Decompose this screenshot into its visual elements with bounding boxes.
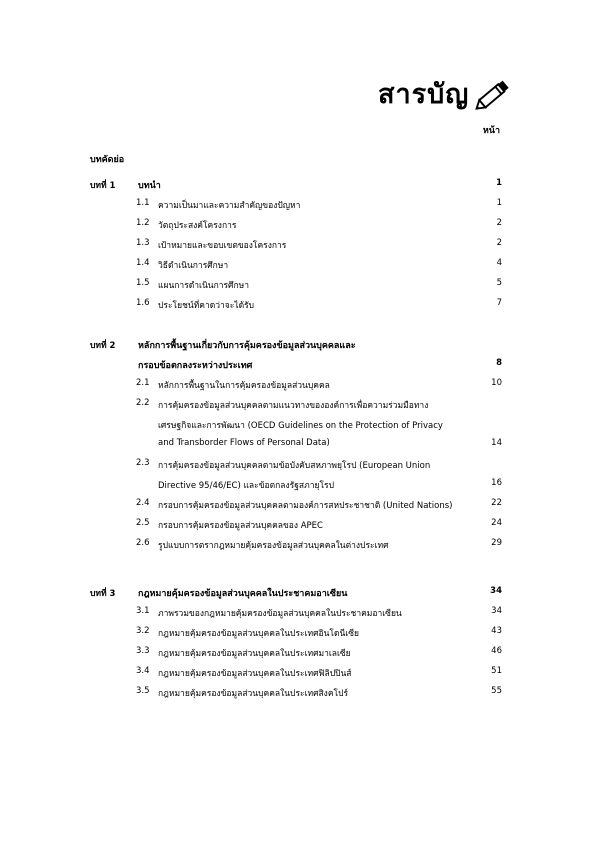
- section-title: รูปแบบการตรากฎหมายคุ้มครองข้อมูลส่วนบุคคลในต่างประเทศ: [158, 541, 389, 551]
- section-page-number: 43: [491, 626, 502, 636]
- section-page-number: 46: [491, 646, 502, 656]
- section-number: 1.2: [136, 218, 150, 228]
- section-number: 1.5: [136, 278, 150, 288]
- section-number: 2.4: [136, 498, 150, 508]
- section-page-number: 22: [491, 498, 502, 508]
- toc-title-block: [378, 72, 513, 116]
- section-page-number: 51: [491, 666, 502, 676]
- section-page-number: 24: [491, 518, 502, 528]
- section-page-number: 14: [491, 438, 502, 448]
- section-title: วัตถุประสงค์โครงการ: [158, 221, 237, 231]
- chapter-page-number: 8: [496, 358, 502, 368]
- section-page-number: 16: [491, 478, 502, 488]
- section-page-number: 29: [491, 538, 502, 548]
- pencil-icon: [475, 75, 513, 113]
- section-number: 3.3: [136, 646, 150, 656]
- section-title: การคุ้มครองข้อมูลส่วนบุคคลตามข้อบังคับสหภาพยุโรป (European Union: [158, 461, 431, 471]
- section-number: 2.1: [136, 378, 150, 388]
- section-page-number: 7: [496, 298, 502, 308]
- section-number: 3.5: [136, 686, 150, 696]
- section-title: การคุ้มครองข้อมูลส่วนบุคคลตามแนวทางขององค์การเพื่อความร่วมมือทาง: [158, 401, 429, 411]
- section-title: ประโยชน์ที่คาดว่าจะได้รับ: [158, 301, 255, 311]
- section-number: 2.2: [136, 398, 150, 408]
- section-title: ความเป็นมาและความสำคัญของปัญหา: [158, 201, 301, 211]
- section-page-number: 2: [496, 238, 502, 248]
- section-title: กฎหมายคุ้มครองข้อมูลส่วนบุคคลในประเทศมาเลเซีย: [158, 649, 351, 659]
- section-title: and Transborder Flows of Personal Data): [158, 438, 330, 448]
- section-title: กรอบการคุ้มครองข้อมูลส่วนบุคคลตามองค์การสหประชาชาติ (United Nations): [158, 501, 453, 511]
- section-page-number: 5: [496, 278, 502, 288]
- section-title: กฎหมายคุ้มครองข้อมูลส่วนบุคคลในประเทศฟิลิปปินส์: [158, 669, 352, 679]
- chapter-title: กรอบข้อตกลงระหว่างประเทศ: [138, 361, 253, 371]
- section-page-number: 4: [496, 258, 502, 268]
- section-number: 1.6: [136, 298, 150, 308]
- chapter-label: บทที่ 3: [90, 589, 116, 599]
- section-number: 3.4: [136, 666, 150, 676]
- chapter-title: หลักการพื้นฐานเกี่ยวกับการคุ้มครองข้อมูลส่วนบุคคลและ: [138, 341, 356, 351]
- section-number: 3.1: [136, 606, 150, 616]
- section-title: กฎหมายคุ้มครองข้อมูลส่วนบุคคลในประเทศอินโดนีเซีย: [158, 629, 359, 639]
- section-number: 1.4: [136, 258, 150, 268]
- section-title: ภาพรวมของกฎหมายคุ้มครองข้อมูลส่วนบุคคลในประชาคมอาเซียน: [158, 609, 402, 619]
- chapter-label: บทที่ 1: [90, 181, 116, 191]
- chapter-title: กฎหมายคุ้มครองข้อมูลส่วนบุคคลในประชาคมอาเซียน: [138, 589, 348, 599]
- chapter-page-number: 1: [496, 178, 502, 188]
- section-number: 2.3: [136, 458, 150, 468]
- section-title: กรอบการคุ้มครองข้อมูลส่วนบุคคลของ APEC: [158, 521, 323, 531]
- section-title: เป้าหมายและขอบเขตของโครงการ: [158, 241, 287, 251]
- section-title: วิธีดำเนินการศึกษา: [158, 261, 229, 271]
- section-page-number: 1: [496, 198, 502, 208]
- section-number: 2.6: [136, 538, 150, 548]
- chapter-page-number: 34: [490, 586, 502, 596]
- chapter-label: บทที่ 2: [90, 341, 116, 351]
- page-column-header: หน้า: [482, 126, 500, 136]
- section-title: แผนการดำเนินการศึกษา: [158, 281, 249, 291]
- section-page-number: 2: [496, 218, 502, 228]
- section-title: Directive 95/46/EC) และข้อตกลงรัฐสภายุโรป: [158, 481, 334, 491]
- chapter-title: บทนำ: [138, 181, 161, 191]
- section-number: 1.3: [136, 238, 150, 248]
- section-page-number: 55: [491, 686, 502, 696]
- section-title: หลักการพื้นฐานในการคุ้มครองข้อมูลส่วนบุคคล: [158, 381, 330, 391]
- section-title: กฎหมายคุ้มครองข้อมูลส่วนบุคคลในประเทศสิงคโปร์: [158, 689, 349, 699]
- page-title: สารบัญ: [378, 78, 470, 110]
- section-number: 1.1: [136, 198, 150, 208]
- section-number: 2.5: [136, 518, 150, 528]
- section-page-number: 34: [491, 606, 502, 616]
- section-number: 3.2: [136, 626, 150, 636]
- section-page-number: 10: [491, 378, 502, 388]
- section-title: เศรษฐกิจและการพัฒนา (OECD Guidelines on the Protection of Privacy: [158, 421, 443, 431]
- toc-abstract: บทคัดย่อ: [90, 155, 125, 165]
